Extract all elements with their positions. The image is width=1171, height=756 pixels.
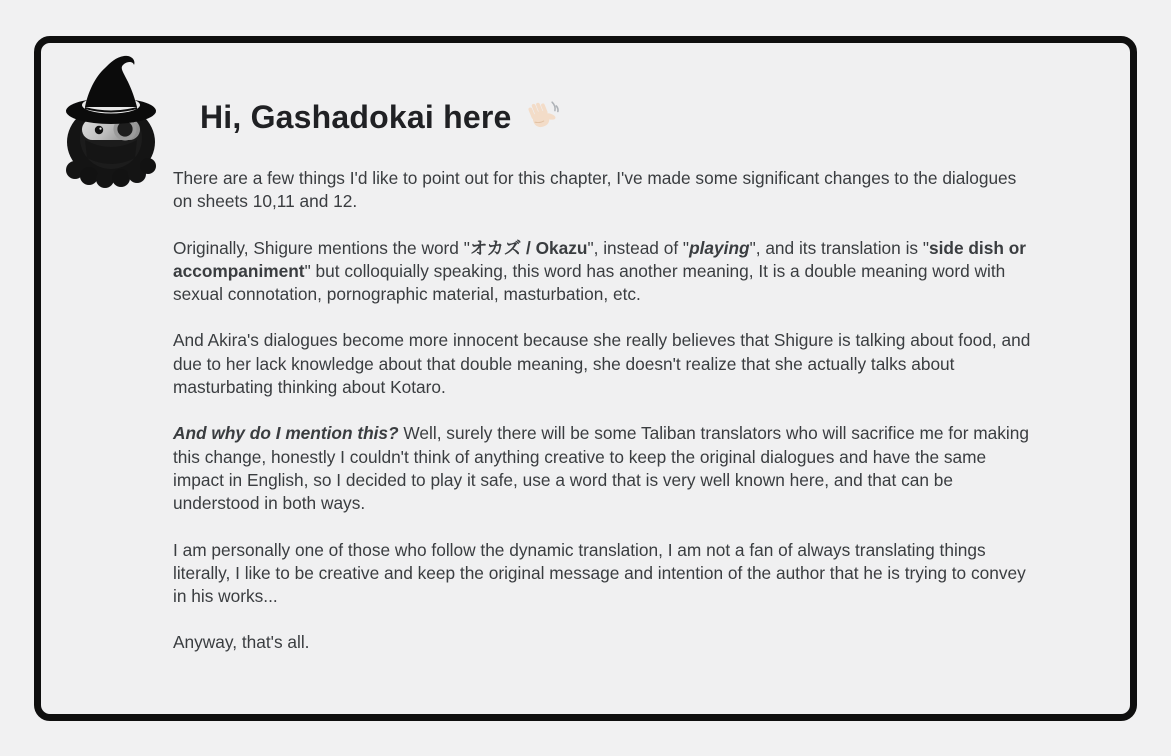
- text-segment: " but colloquially speaking, this word has another meaning, It is a double meaning word with sexual connotation, pornographic material, masturbation, etc.: [173, 260, 1006, 305]
- paragraph: [173, 631, 1031, 654]
- paragraph: [173, 422, 1031, 515]
- paragraph: [173, 539, 1031, 609]
- text-segment: And why do I mention this?: [173, 423, 399, 444]
- page-title-text: Hi, Gashadokai here: [200, 99, 512, 135]
- witch-memoji-icon: [55, 50, 167, 192]
- paragraph: [173, 329, 1031, 399]
- note-body: [173, 167, 1031, 655]
- text-segment: I am personally one of those who follow the dynamic translation, I am not a fan of always translating things literally, I like to be creative and keep the original message and intention of the author that he is trying to convey in his works...: [173, 539, 1026, 607]
- page-title: [200, 99, 1057, 136]
- witch-avatar: [55, 50, 167, 192]
- text-segment: And Akira's dialogues become more innocent because she really believes that Shigure is talking about food, and due to her lack knowledge about that double meaning, she doesn't realize that she actually talks about masturbating thinking about Kotaro.: [173, 330, 1031, 398]
- text-segment: ", instead of ": [587, 237, 690, 258]
- text-segment: There are a few things I'd like to point out for this chapter, I've made some significant changes to the dialogues on sheets 10,11 and 12.: [173, 168, 1017, 212]
- text-segment: Originally, Shigure mentions the word ": [173, 237, 470, 258]
- text-segment: オカズ / Okazu: [469, 237, 588, 258]
- paragraph: [173, 237, 1031, 307]
- text-segment: ", and its translation is ": [749, 237, 929, 258]
- note-content: [173, 43, 1057, 655]
- text-segment: side dish or accompaniment: [173, 237, 1026, 281]
- paragraph: [173, 167, 1031, 214]
- text-segment: Well, surely there will be some Taliban translators who will sacrifice me for making this change, honestly I couldn't think of anything creative to keep the original dialogues and have the same impact in English, so I decided to play it safe, use a word that is very well known here, and that can be understood in both ways.: [173, 423, 1029, 514]
- text-segment: playing: [689, 237, 750, 258]
- text-segment: Anyway, that's all.: [173, 632, 310, 653]
- waving-hand-icon: [523, 99, 560, 136]
- note-card: [34, 36, 1137, 721]
